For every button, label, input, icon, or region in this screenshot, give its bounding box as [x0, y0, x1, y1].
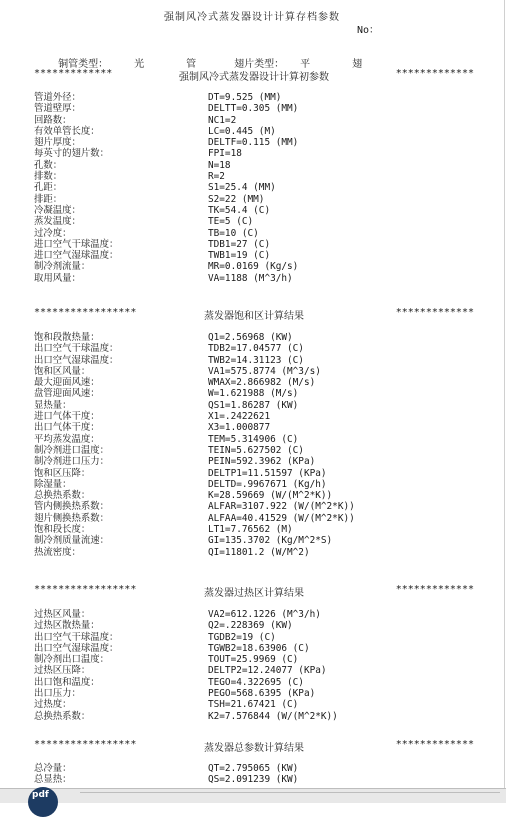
parameter-value: R=2	[208, 171, 225, 183]
stars-left: *****************	[34, 584, 137, 595]
parameter-value: ALFAR=3107.922 (W/(M^2*K))	[208, 501, 355, 513]
parameter-row	[34, 774, 484, 785]
stars-left: *****************	[34, 739, 137, 750]
section-heading: 强制风冷式蒸发器设计计算初参数	[179, 72, 329, 83]
parameter-row	[34, 665, 484, 676]
parameter-value: DELTF=0.115 (MM)	[208, 137, 299, 149]
parameter-row	[34, 388, 484, 399]
parameter-label: 平均蒸发温度：	[34, 433, 100, 445]
parameter-row	[34, 92, 484, 103]
parameter-label: 过热区散热量：	[34, 620, 100, 632]
divider	[80, 792, 500, 793]
parameter-row	[34, 137, 484, 148]
parameter-row	[34, 654, 484, 665]
parameter-value: PEGO=568.6395 (KPa)	[208, 688, 316, 700]
parameter-row	[34, 535, 484, 546]
parameter-label: 过热区压降：	[34, 665, 91, 677]
parameter-row	[34, 205, 484, 216]
parameter-row	[34, 355, 484, 366]
parameter-row	[34, 103, 484, 114]
parameter-label: 显热量：	[34, 399, 72, 411]
parameter-row	[34, 643, 484, 654]
parameter-row	[34, 400, 484, 411]
number-label: No：	[357, 25, 380, 36]
parameter-label: 冷凝温度：	[34, 204, 81, 216]
parameter-label: 孔距：	[34, 182, 63, 194]
parameter-label: 出口空气湿球温度：	[34, 354, 119, 366]
parameter-label: 过热度：	[34, 699, 72, 711]
parameter-value: K2=7.576844 (W/(M^2*K))	[208, 710, 338, 722]
parameter-value: NC1=2	[208, 114, 237, 126]
parameter-label: 最大迎面风速：	[34, 377, 100, 389]
parameter-label: 制冷剂进口温度：	[34, 444, 110, 456]
parameter-row	[34, 524, 484, 535]
parameter-label: 孔数：	[34, 159, 63, 171]
parameter-label: 盘管迎面风速：	[34, 388, 100, 400]
parameter-value: TDB1=27 (C)	[208, 238, 271, 250]
parameter-label: 出口气体干度：	[34, 422, 100, 434]
parameter-value: TOUT=25.9969 (C)	[208, 654, 299, 666]
parameter-row	[34, 366, 484, 377]
parameter-label: 制冷剂进口压力：	[34, 456, 110, 468]
parameter-label: 饱和段散热量：	[34, 332, 100, 343]
parameter-row	[34, 677, 484, 688]
parameter-value: PEIN=592.3962 (KPa)	[208, 456, 316, 468]
parameter-row	[34, 490, 484, 501]
parameter-row	[34, 239, 484, 250]
stars-left: *****************	[34, 307, 137, 318]
parameter-label: 出口空气干球温度：	[34, 631, 119, 643]
document-title: 强制风冷式蒸发器设计计算存档参数	[164, 12, 340, 23]
parameter-row	[34, 377, 484, 388]
parameter-row	[34, 171, 484, 182]
parameter-row	[34, 513, 484, 524]
parameter-row	[34, 422, 484, 433]
parameter-value: WMAX=2.866982 (M/s)	[208, 377, 316, 389]
parameter-value: VA1=575.8774 (M^3/s)	[208, 365, 321, 377]
parameter-value: ALFAA=40.41529 (W/(M^2*K))	[208, 512, 355, 524]
parameter-row	[34, 456, 484, 467]
fin-type-value: 平 翅	[300, 59, 381, 70]
parameter-label: 管道外径：	[34, 92, 81, 103]
parameter-label: 进口空气干球温度：	[34, 238, 119, 250]
stars-right: *************	[395, 739, 474, 750]
parameter-value: TE=5 (C)	[208, 216, 254, 228]
parameter-row	[34, 609, 484, 620]
parameter-row	[34, 194, 484, 205]
parameter-label: 出口饱和温度：	[34, 676, 100, 688]
parameter-value: S1=25.4 (MM)	[208, 182, 276, 194]
parameter-value: S2=22 (MM)	[208, 193, 265, 205]
section-rows	[34, 609, 484, 722]
parameter-row	[34, 411, 484, 422]
parameter-label: 过冷度：	[34, 227, 72, 239]
section-rows	[34, 332, 484, 558]
parameter-row	[34, 343, 484, 354]
parameter-row	[34, 699, 484, 710]
parameter-row	[34, 632, 484, 643]
parameter-value: QS1=1.86287 (KW)	[208, 399, 299, 411]
parameter-label: 每英寸的翅片数：	[34, 148, 110, 160]
parameter-label: 制冷剂流量：	[34, 261, 91, 273]
fin-type-label: 翅片类型：	[234, 59, 285, 70]
parameter-row	[34, 115, 484, 126]
tube-type-value: 光 管	[134, 59, 215, 70]
parameter-value: FPI=18	[208, 148, 242, 160]
parameter-label: 制冷剂质量流速：	[34, 535, 110, 547]
parameter-value: LT1=7.76562 (M)	[208, 524, 293, 536]
parameter-value: QS=2.091239 (KW)	[208, 774, 299, 786]
parameter-value: DELTT=0.305 (MM)	[208, 103, 299, 115]
parameter-value: QT=2.795065 (KW)	[208, 763, 299, 774]
stars-right: *************	[395, 584, 474, 595]
parameter-label: 除湿量：	[34, 478, 72, 490]
parameter-row	[34, 228, 484, 239]
parameter-row	[34, 445, 484, 456]
parameter-label: 进口空气湿球温度：	[34, 250, 119, 262]
parameter-value: TGWB2=18.63906 (C)	[208, 642, 310, 654]
parameter-value: TWB1=19 (C)	[208, 250, 271, 262]
stars-right: *************	[395, 307, 474, 318]
parameter-label: 饱和段长度：	[34, 524, 91, 536]
parameter-row	[34, 250, 484, 261]
parameter-row	[34, 160, 484, 171]
section-heading: 蒸发器饱和区计算结果	[204, 311, 304, 322]
parameter-label: 管道壁厚：	[34, 103, 81, 115]
parameter-value: TWB2=14.31123 (C)	[208, 354, 304, 366]
parameter-label: 饱和区风量：	[34, 365, 91, 377]
parameter-label: 排距：	[34, 193, 63, 205]
parameter-value: Q1=2.56968 (KW)	[208, 332, 293, 343]
parameter-value: X3=1.000877	[208, 422, 271, 434]
parameter-value: TEIN=5.627502 (C)	[208, 444, 304, 456]
section-header-total	[34, 739, 474, 752]
parameter-value: DT=9.525 (MM)	[208, 92, 282, 103]
parameter-row	[34, 620, 484, 631]
parameter-value: TEM=5.314906 (C)	[208, 433, 299, 445]
parameter-value: TK=54.4 (C)	[208, 204, 271, 216]
tube-type-label: 铜管类型：	[58, 59, 109, 70]
parameter-label: 总冷量：	[34, 763, 72, 774]
parameter-row	[34, 126, 484, 137]
parameter-value: X1=.2422621	[208, 411, 271, 423]
parameter-value: QI=11801.2 (W/M^2)	[208, 546, 310, 558]
parameter-label: 过热区风量：	[34, 609, 91, 620]
parameter-row	[34, 216, 484, 227]
parameter-label: 管内侧换热系数：	[34, 501, 110, 513]
parameter-value: VA2=612.1226 (M^3/h)	[208, 609, 321, 620]
parameter-label: 回路数：	[34, 114, 72, 126]
parameter-label: 翅片厚度：	[34, 137, 81, 149]
section-heading: 蒸发器过热区计算结果	[204, 588, 304, 599]
parameter-value: MR=0.0169 (Kg/s)	[208, 261, 299, 273]
parameter-label: 制冷剂出口温度：	[34, 654, 110, 666]
section-rows	[34, 92, 484, 284]
parameter-row	[34, 501, 484, 512]
parameter-row	[34, 479, 484, 490]
parameter-row	[34, 468, 484, 479]
section-heading: 蒸发器总参数计算结果	[204, 743, 304, 754]
parameter-label: 总换热系数：	[34, 490, 91, 502]
parameter-label: 总换热系数：	[34, 710, 91, 722]
parameter-value: W=1.621988 (M/s)	[208, 388, 299, 400]
viewer-bottom-bar	[0, 788, 506, 803]
parameter-row	[34, 763, 484, 774]
parameter-row	[34, 711, 484, 722]
parameter-label: 排数：	[34, 171, 63, 183]
parameter-row	[34, 273, 484, 284]
parameter-value: TSH=21.67421 (C)	[208, 699, 299, 711]
parameter-value: N=18	[208, 159, 231, 171]
parameter-value: K=28.59669 (W/(M^2*K))	[208, 490, 333, 502]
parameter-row	[34, 547, 484, 558]
parameter-value: DELTP2=12.24077 (KPa)	[208, 665, 327, 677]
section-header-initial	[34, 68, 474, 81]
parameter-label: 翅片侧换热系数：	[34, 512, 110, 524]
parameter-row	[34, 332, 484, 343]
parameter-value: LC=0.445 (M)	[208, 125, 276, 137]
stars-left: *************	[34, 68, 113, 79]
parameter-label: 热流密度：	[34, 546, 81, 558]
parameter-label: 出口空气干球温度：	[34, 343, 119, 355]
parameter-value: TEGO=4.322695 (C)	[208, 676, 304, 688]
parameter-label: 进口气体干度：	[34, 411, 100, 423]
parameter-label: 出口压力：	[34, 688, 81, 700]
parameter-label: 有效单管长度：	[34, 125, 100, 137]
parameter-label: 出口空气湿球温度：	[34, 642, 119, 654]
parameter-label: 总显热：	[34, 774, 72, 786]
parameter-value: GI=135.3702 (Kg/M^2*S)	[208, 535, 333, 547]
parameter-value: TB=10 (C)	[208, 227, 259, 239]
section-header-saturation	[34, 307, 474, 320]
parameter-value: DELTD=.9967671 (Kg/h)	[208, 478, 327, 490]
parameter-value: TGDB2=19 (C)	[208, 631, 276, 643]
parameter-label: 蒸发温度：	[34, 216, 81, 228]
parameter-row	[34, 148, 484, 159]
parameter-label: 取用风量：	[34, 272, 81, 284]
section-rows	[34, 763, 484, 786]
parameter-row	[34, 688, 484, 699]
parameter-value: TDB2=17.04577 (C)	[208, 343, 304, 355]
stars-right: *************	[395, 68, 474, 79]
section-header-superheat	[34, 584, 474, 597]
pdf-app-icon[interactable]: pdf	[28, 787, 58, 817]
parameter-label: 饱和区压降：	[34, 467, 91, 479]
parameter-row	[34, 434, 484, 445]
parameter-value: Q2=.228369 (KW)	[208, 620, 293, 632]
parameter-value: DELTP1=11.51597 (KPa)	[208, 467, 327, 479]
parameter-row	[34, 261, 484, 272]
parameter-row	[34, 182, 484, 193]
parameter-value: VA=1188 (M^3/h)	[208, 272, 293, 284]
